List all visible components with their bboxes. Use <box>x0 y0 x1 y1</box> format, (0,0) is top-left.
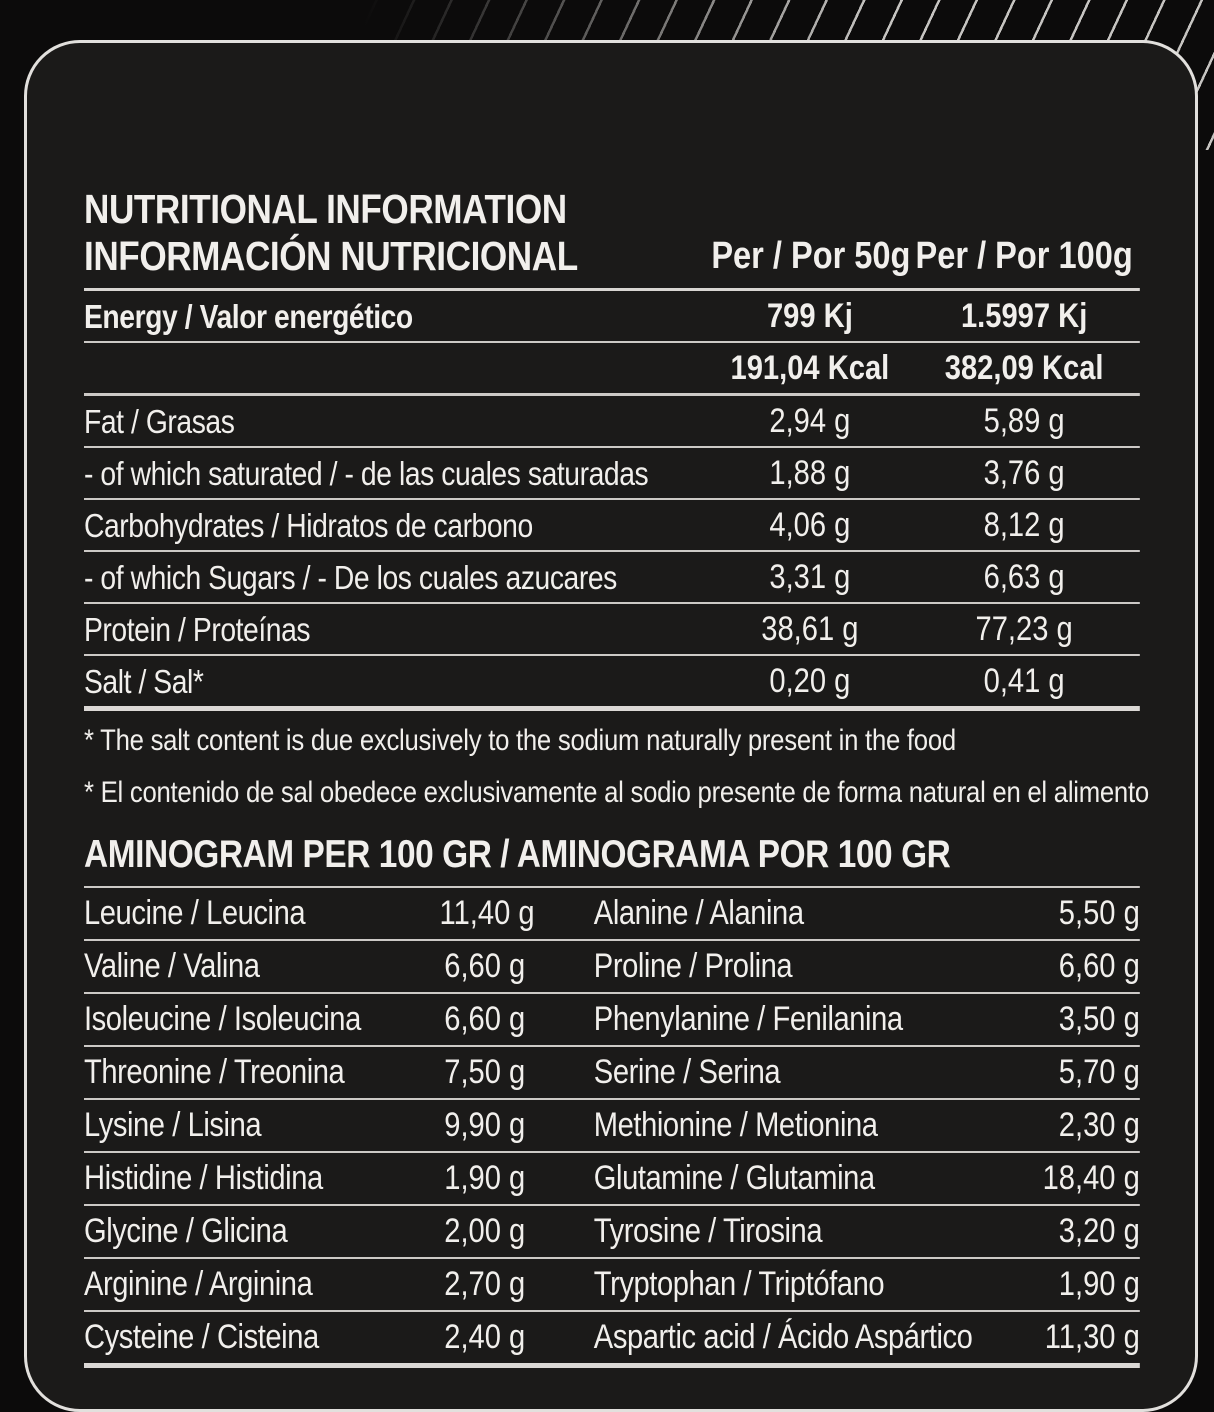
amino-label-right: Serine / Serina <box>593 1053 781 1091</box>
value-50g: 1,88 g <box>769 454 851 492</box>
amino-label-left: Cysteine / Cisteina <box>84 1318 319 1356</box>
title-en: NUTRITIONAL INFORMATION <box>84 186 567 232</box>
nutrient-label: Energy / Valor energético <box>84 297 413 335</box>
amino-value-left: 11,40 g <box>439 894 535 932</box>
value-100g: 1.5997 Kj <box>960 297 1088 335</box>
label-content <box>84 0 1149 1368</box>
nutrition-row-sugars <box>84 552 1140 604</box>
amino-value-right: 2,30 g <box>1058 1106 1140 1144</box>
amino-label-left: Arginine / Arginina <box>84 1265 313 1303</box>
amino-value-right: 3,50 g <box>1058 1000 1140 1038</box>
value-100g: 3,76 g <box>983 454 1065 492</box>
amino-value-left: 2,70 g <box>444 1265 526 1303</box>
value-50g: 0,20 g <box>769 662 851 700</box>
value-50g: 799 Kj <box>766 297 853 335</box>
nutrient-label: Protein / Proteínas <box>84 610 311 648</box>
value-100g: 8,12 g <box>983 506 1065 544</box>
amino-value-left: 7,50 g <box>444 1053 526 1091</box>
amino-label-right: Phenylanine / Fenilanina <box>593 1000 903 1038</box>
amino-value-left: 6,60 g <box>444 1000 526 1038</box>
amino-row-arginine-tryptophan <box>84 1259 1140 1312</box>
amino-row-lysine-methionine <box>84 1100 1140 1153</box>
nutrition-row-energy-kj <box>84 291 1140 343</box>
amino-value-left: 6,60 g <box>444 947 526 985</box>
amino-row-glycine-tyrosine <box>84 1206 1140 1259</box>
nutrient-label: - of which saturated / - de las cuales saturadas <box>84 454 649 492</box>
value-50g: 2,94 g <box>769 402 851 440</box>
nutrient-label: Carbohydrates / Hidratos de carbono <box>84 506 533 544</box>
column-header-50g: Per / Por 50g <box>711 235 911 277</box>
nutrition-row-carbohydrates <box>84 500 1140 552</box>
amino-label-right: Glutamine / Glutamina <box>593 1159 875 1197</box>
amino-value-left: 2,40 g <box>444 1318 526 1356</box>
amino-row-threonine-serine <box>84 1047 1140 1100</box>
amino-value-left: 2,00 g <box>444 1212 526 1250</box>
nutrient-label: Salt / Sal* <box>84 662 204 700</box>
nutrient-label: Fat / Grasas <box>84 402 235 440</box>
amino-label-right: Methionine / Metionina <box>593 1106 878 1144</box>
amino-row-leucine-alanine <box>84 888 1140 941</box>
nutrition-row-fat <box>84 396 1140 448</box>
amino-label-left: Threonine / Treonina <box>84 1053 345 1091</box>
value-50g: 191,04 Kcal <box>730 349 890 387</box>
value-100g: 382,09 Kcal <box>944 349 1104 387</box>
amino-value-right: 18,40 g <box>1042 1159 1140 1197</box>
table-title <box>84 186 711 280</box>
aminogram-title: AMINOGRAM PER 100 GR / AMINOGRAMA POR 100 GR <box>84 833 1140 888</box>
nutrition-row-salt <box>84 656 1140 711</box>
amino-label-right: Proline / Prolina <box>593 947 793 985</box>
nutrition-row-protein <box>84 604 1140 656</box>
amino-label-left: Valine / Valina <box>84 947 260 985</box>
amino-label-left: Glycine / Glicina <box>84 1212 288 1250</box>
amino-label-left: Leucine / Leucina <box>84 894 306 932</box>
amino-label-left: Histidine / Histidina <box>84 1159 323 1197</box>
title-es: INFORMACIÓN NUTRICIONAL <box>84 233 578 279</box>
amino-label-right: Tyrosine / Tirosina <box>593 1212 823 1250</box>
amino-label-right: Tryptophan / Triptófano <box>593 1265 885 1303</box>
value-50g: 38,61 g <box>761 610 859 648</box>
amino-value-right: 1,90 g <box>1058 1265 1140 1303</box>
value-50g: 3,31 g <box>769 558 851 596</box>
salt-footnote-es: * El contenido de sal obedece exclusivamente al sodio presente de forma natural en el alimento <box>84 776 1149 809</box>
value-50g: 4,06 g <box>769 506 851 544</box>
amino-label-left: Isoleucine / Isoleucina <box>84 1000 361 1038</box>
nutrition-row-saturated <box>84 448 1140 500</box>
value-100g: 0,41 g <box>983 662 1065 700</box>
amino-label-right: Alanine / Alanina <box>593 894 804 932</box>
amino-value-left: 9,90 g <box>444 1106 526 1144</box>
value-100g: 5,89 g <box>983 402 1065 440</box>
amino-value-right: 6,60 g <box>1058 947 1140 985</box>
amino-value-right: 5,50 g <box>1058 894 1140 932</box>
nutrition-table-header <box>84 186 1140 291</box>
amino-value-right: 3,20 g <box>1058 1212 1140 1250</box>
amino-label-right: Aspartic acid / Ácido Aspártico <box>593 1318 973 1356</box>
value-100g: 77,23 g <box>975 610 1073 648</box>
amino-row-isoleucine-phenylanine <box>84 994 1140 1047</box>
salt-footnote-en: * The salt content is due exclusively to the sodium naturally present in the food <box>84 724 956 757</box>
value-100g: 6,63 g <box>983 558 1065 596</box>
nutrition-row-energy-kcal <box>84 343 1140 396</box>
amino-row-valine-proline <box>84 941 1140 994</box>
amino-value-left: 1,90 g <box>444 1159 526 1197</box>
amino-value-right: 11,30 g <box>1044 1318 1140 1356</box>
amino-row-histidine-glutamine <box>84 1153 1140 1206</box>
amino-row-cysteine-aspartic <box>84 1312 1140 1368</box>
column-header-100g: Per / Por 100g <box>915 235 1133 277</box>
nutrient-label: - of which Sugars / - De los cuales azucares <box>84 558 617 596</box>
amino-value-right: 5,70 g <box>1058 1053 1140 1091</box>
amino-label-left: Lysine / Lisina <box>84 1106 262 1144</box>
